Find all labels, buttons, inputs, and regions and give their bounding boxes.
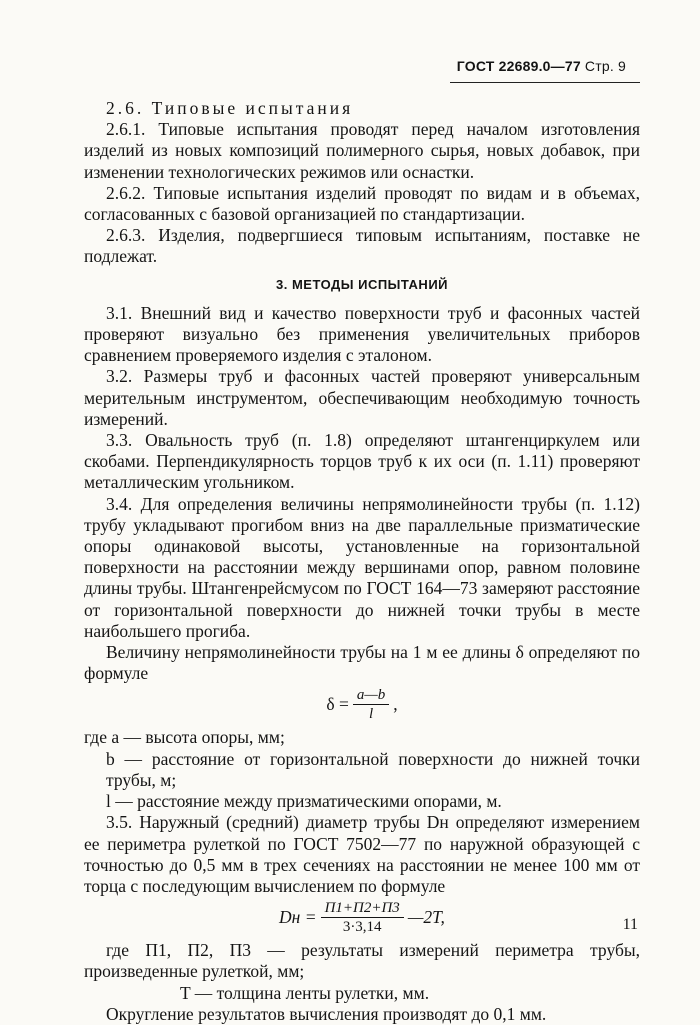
paragraph-3-5: 3.5. Наружный (средний) диаметр трубы Dн определяют измерением ее периметра рулеткой по ГОСТ 7502—77 по наружной образующей с точностью до 0,5 мм в трех сечениях на расстоянии не менее 100 мм от торца с последующим вычислением по формуле bbox=[84, 812, 640, 896]
paragraph-3-4: 3.4. Для определения величины непрямолинейности трубы (п. 1.12) трубу укладывают прогибом вниз на две параллельные призматические опоры одинаковой высоты, установленные на горизонтальной поверхности на расстоянии между вершинами опор, равном половине длины трубы. Штангенрейсмусом по ГОСТ 164—73 замеряют расстояние от горизонтальной поверхности до нижней точки трубы в месте наибольшего прогиба. bbox=[84, 493, 640, 641]
paragraph-3-4-formula-intro: Величину непрямолинейности трубы на 1 м ее длины δ определяют по формуле bbox=[84, 642, 640, 684]
formula-diameter-numerator: П1+П2+П3 bbox=[321, 899, 404, 918]
definition-t: T — толщина ленты рулетки, мм. bbox=[180, 982, 430, 1003]
formula-diameter-tail: —2T, bbox=[407, 907, 445, 927]
section-2-6-title: 2.6. Типовые испытания bbox=[106, 98, 354, 118]
paragraph-3-2: 3.2. Размеры труб и фасонных частей проверяют универсальным мерительным инструментом, обеспечивающим необходимую точность измерений. bbox=[84, 366, 640, 429]
header-page: Стр. 9 bbox=[584, 58, 626, 74]
formula-delta-lhs: δ = bbox=[326, 694, 349, 715]
paragraph-3-3: 3.3. Овальность труб (п. 1.8) определяют штангенциркулем или скобами. Перпендикулярность торцов труб к их оси (п. 1.11) проверяют металлическим угольником. bbox=[84, 430, 640, 493]
definition-l: l — расстояние между призматическими опорами, м. bbox=[106, 791, 502, 812]
formula-diameter-denominator: 3·3,14 bbox=[342, 919, 382, 936]
page-body bbox=[84, 98, 640, 1025]
definition-b: b — расстояние от горизонтальной поверхности до нижней точки трубы, м; bbox=[106, 748, 640, 790]
paragraph-2-6-1: 2.6.1. Типовые испытания проводят перед началом изготовления изделий из новых композиций полимерного сырья, новых добавок, при изменении технологических режимов или оснастки. bbox=[84, 119, 640, 182]
page-number: 11 bbox=[622, 916, 638, 933]
paragraph-rounding: Округление результатов вычисления производят до 0,1 мм. bbox=[106, 1003, 547, 1024]
paragraph-2-6-2: 2.6.2. Типовые испытания изделий проводят по видам и в объемах, согласованных с базовой организацией по стандартизации. bbox=[84, 182, 640, 225]
formula-diameter-fraction bbox=[321, 899, 404, 936]
paragraph-3-1: 3.1. Внешний вид и качество поверхности труб и фасонных частей проверяют визуально без применения увеличительных приборов сравнением проверяемого изделия с эталоном. bbox=[84, 302, 640, 366]
definition-perimeters: где П1, П2, П3 — результаты измерений периметра трубы, произведенные рулеткой, мм; bbox=[84, 940, 640, 982]
formula-delta-fraction bbox=[353, 686, 389, 723]
header-rule bbox=[450, 82, 640, 83]
formula-delta-numerator: a—b bbox=[353, 686, 389, 705]
paragraph-2-6-3: 2.6.3. Изделия, подвергшиеся типовым испытаниям, поставке не подлежат. bbox=[84, 225, 640, 267]
section-3-title: 3. МЕТОДЫ ИСПЫТАНИЙ bbox=[276, 276, 448, 292]
formula-diameter-lhs: Dн = bbox=[279, 907, 317, 927]
formula-delta-tail: , bbox=[393, 694, 398, 715]
definition-a: где a — высота опоры, мм; bbox=[84, 727, 285, 748]
formula-delta bbox=[84, 686, 640, 723]
running-header bbox=[457, 58, 626, 74]
formula-diameter bbox=[84, 899, 640, 936]
formula-delta-denominator: l bbox=[368, 706, 374, 723]
header-doc-code: ГОСТ 22689.0—77 bbox=[456, 58, 581, 74]
